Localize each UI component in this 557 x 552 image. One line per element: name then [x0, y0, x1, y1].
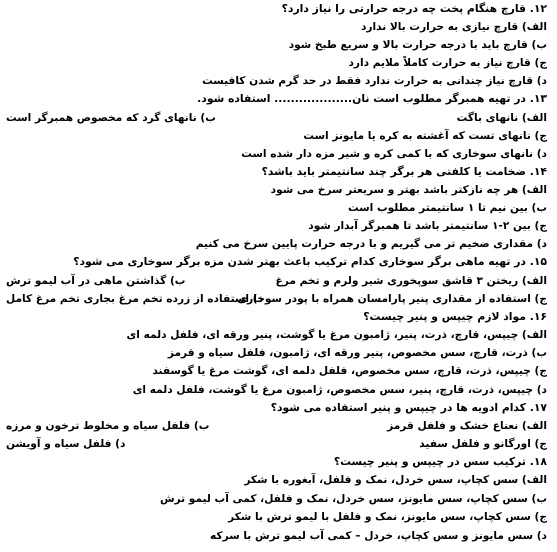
option-text: ب) قارچ باید با درجه حرارت بالا و سریع طبخ شود — [288, 39, 547, 51]
question-text: ۱۷. کدام ادویه ها در چیپس و پنیر استفاده می شود؟ — [270, 401, 547, 414]
question-17 — [6, 399, 547, 417]
option-c — [6, 54, 547, 72]
option-a — [6, 18, 547, 36]
option-text: د) نانهای سوخاری که با کمی کره و شیر مزه دار شده است — [241, 148, 547, 160]
option-row-ab — [6, 272, 547, 290]
option-text: ج) نانهای تست که آغشته به کره یا مایونز است — [303, 130, 547, 142]
question-12 — [6, 0, 547, 18]
option-text: ج) بین ۲-۱ سانتیمتر باشد تا همبرگر آبدار شود — [308, 220, 547, 232]
option-a: الف) ریختن ۳ قاشق سوپخوری شیر ولرم و تخم مرغ — [275, 275, 547, 287]
option-row-cd — [6, 435, 547, 453]
question-text: ۱۳. در تهیه همبرگر مطلوب است نان................... استفاده شود. — [197, 92, 547, 105]
option-text: د) چیپس، ذرت، قارچ، پنیر، سس مخصوص، ژامبون مرغ یا گوشت، فلفل دلمه ای — [132, 384, 547, 396]
option-text: الف) سس کچاپ، سس خردل، نمک و فلفل، آبغوره با شکر — [244, 474, 547, 486]
option-b — [6, 490, 547, 508]
option-a — [6, 326, 547, 344]
question-15 — [6, 253, 547, 271]
option-c — [6, 127, 547, 145]
option-a — [6, 181, 547, 199]
question-14 — [6, 163, 547, 181]
option-a — [6, 471, 547, 489]
option-c: ج) استفاده از مقداری پنیر پارامسان همراه با پودر سوخاری — [237, 293, 547, 305]
option-a: الف) نانهای باگت — [456, 112, 547, 124]
option-d: د) فلفل سیاه و آویشن — [6, 438, 126, 450]
option-text: ج) قارچ نیاز به حرارت کاملاً ملایم دارد — [348, 57, 547, 69]
option-text: ج) سس کچاپ، سس مایونز، نمک و فلفل با لیمو ترش با شکر — [228, 511, 547, 523]
option-text: الف) قارچ نیازی به حرارت بالا ندارد — [360, 21, 547, 33]
option-row-ab — [6, 109, 547, 127]
option-d: د) استفاده از زرده تخم مرغ بجاری تخم مرغ کامل — [6, 293, 263, 305]
option-text: ب) بین نیم تا ۱ سانتیمتر مطلوب است — [348, 202, 547, 214]
question-16 — [6, 308, 547, 326]
option-text: د) مقداری ضخیم تر می گیریم و با درجه حرارت پایین سرخ می کنیم — [195, 238, 547, 250]
option-text: الف) چیپس، قارچ، ذرت، پنیر، ژامبون مرغ یا گوشت، پنیر ورقه ای، فلفل دلمه ای — [126, 329, 547, 341]
option-d — [6, 235, 547, 253]
option-text: د) سس مایونز و سس کچاپ، خردل – کمی آب لیمو ترش با سرکه — [210, 530, 547, 542]
option-row-cd — [6, 290, 547, 308]
question-text: ۱۵. در تهیه ماهی برگر سوخاری کدام ترکیب باعث بهتر شدن مزه برگر سوخاری می شود؟ — [73, 255, 547, 268]
option-b — [6, 199, 547, 217]
option-c — [6, 362, 547, 380]
question-text: ۱۴. ضخامت یا کلفتی هر برگر چند سانتیمتر باید باشد؟ — [261, 165, 547, 178]
option-c — [6, 217, 547, 235]
option-text: الف) هر چه نازکتر باشد بهتر و سریعتر سرخ می شود — [270, 184, 547, 196]
option-d — [6, 72, 547, 90]
option-text: د) قارچ نیاز چندانی به حرارت ندارد فقط در حد گرم شدن کافیست — [202, 75, 547, 87]
option-text: ج) چیپس، ذرت، قارچ، سس مخصوص، فلفل دلمه ای، گوشت مرغ یا گوسفند — [152, 365, 547, 377]
option-b — [6, 36, 547, 54]
option-b — [6, 344, 547, 362]
question-18 — [6, 453, 547, 471]
option-b: ب) فلفل سیاه و مخلوط ترخون و مرزه — [6, 420, 210, 432]
option-b: ب) گذاشتن ماهی در آب لیمو ترش — [6, 275, 186, 287]
question-text: ۱۶. مواد لازم چیپس و پنیر چیست؟ — [363, 310, 547, 323]
option-a: الف) نعناع خشک و فلفل قرمز — [387, 420, 547, 432]
option-d — [6, 381, 547, 399]
option-b: ب) نانهای گرد که مخصوص همبرگر است — [6, 112, 216, 124]
option-c — [6, 508, 547, 526]
question-text: ۱۲. قارچ هنگام پخت چه درجه حرارتی را نیاز دارد؟ — [281, 2, 547, 15]
option-row-ab — [6, 417, 547, 435]
option-text: ب) سس کچاپ، سس مایونز، سس خردل، نمک و فلفل، کمی آب لیمو ترش — [159, 493, 547, 505]
option-text: ب) ذرت، قارچ، سس مخصوص، پنیر ورقه ای، ژامبون، فلفل سیاه و قرمز — [167, 347, 547, 359]
question-text: ۱۸. ترکیب سس در چیپس و پنیر چیست؟ — [333, 455, 547, 468]
question-13 — [6, 90, 547, 108]
option-c: ج) اورگانو و فلفل سفید — [419, 438, 547, 450]
option-d — [6, 527, 547, 545]
option-d — [6, 145, 547, 163]
